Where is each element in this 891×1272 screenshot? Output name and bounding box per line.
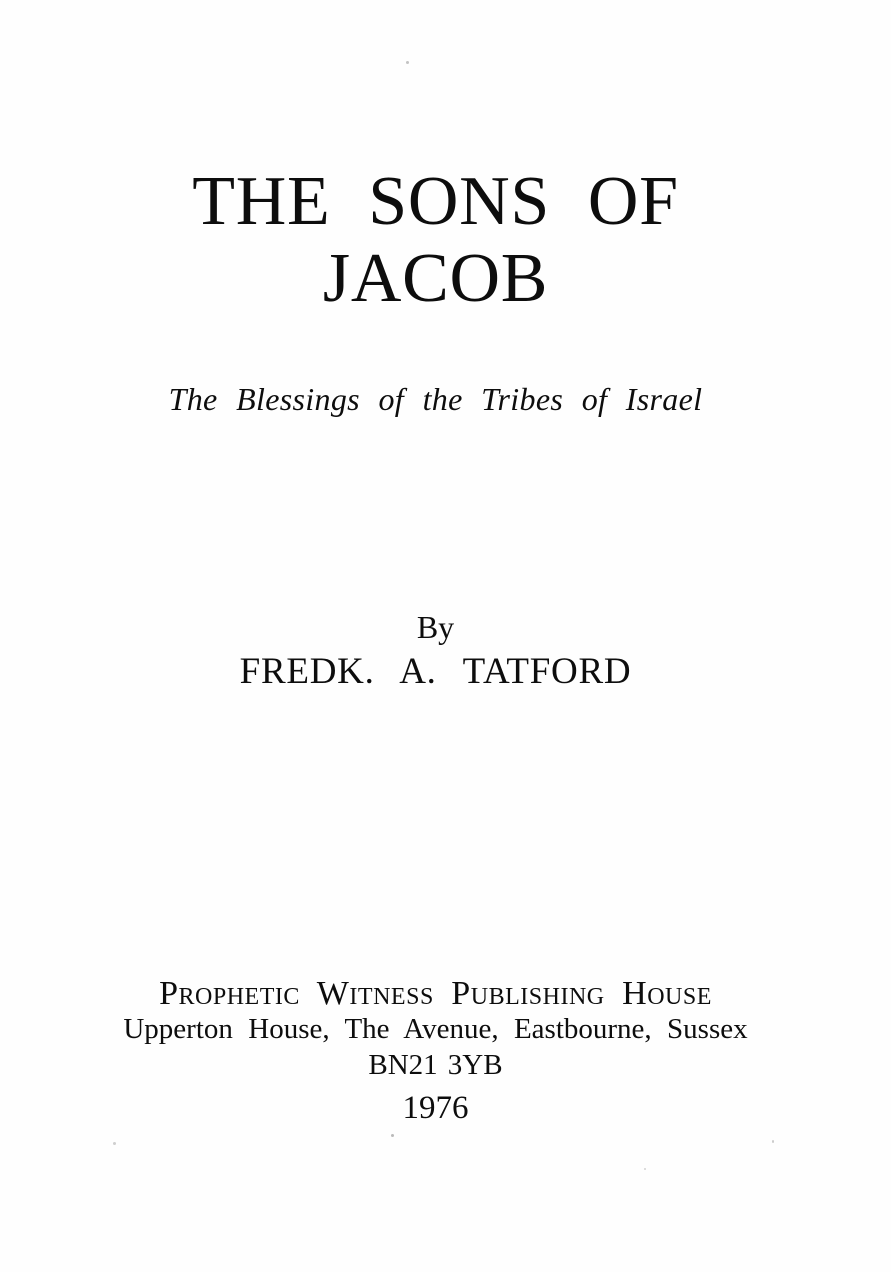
scan-speck [644,1168,646,1170]
publisher-postcode: BN21 3YB [368,1049,503,1081]
publication-year: 1976 [402,1090,469,1126]
publisher-address: Upperton House, The Avenue, Eastbourne, Sussex [123,1013,748,1045]
author-name: FREDK. A. TATFORD [239,651,632,692]
book-subtitle: The Blessings of the Tribes of Israel [168,381,703,417]
book-title-line-2: JACOB [322,240,549,317]
scan-speck [391,1134,394,1137]
scan-speck [406,61,409,64]
scan-speck [113,1142,116,1145]
byline-label: By [416,609,455,645]
publisher-name: Prophetic Witness Publishing House [159,975,712,1012]
book-title-line-1: THE SONS OF [192,163,679,240]
scan-speck [772,1140,774,1143]
